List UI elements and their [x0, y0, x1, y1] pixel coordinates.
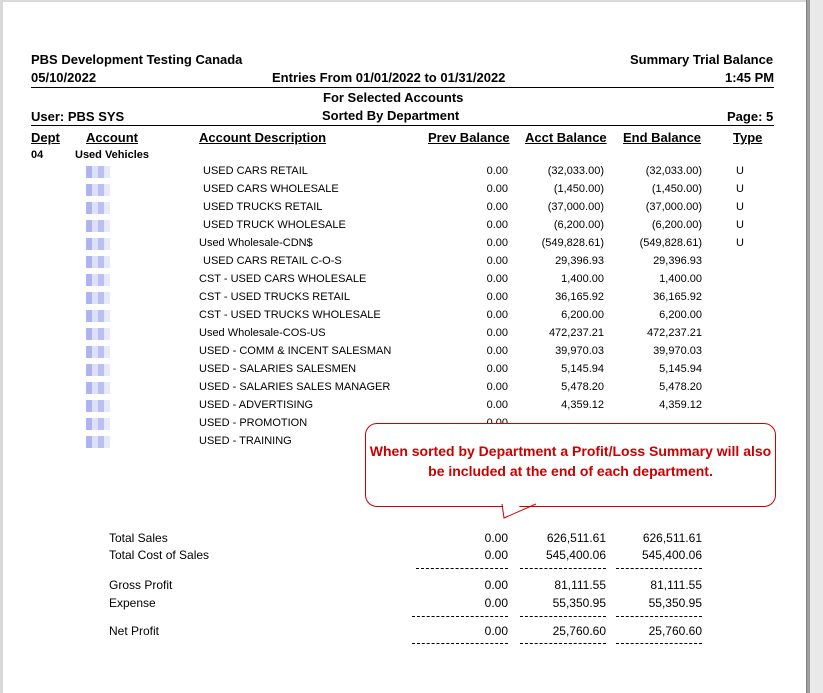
redacted-account-number [86, 418, 110, 430]
page-top-border [0, 0, 806, 2]
callout-pointer-icon [500, 494, 540, 520]
redacted-account-number [86, 220, 110, 232]
summary-net-profit-prev: 0.00 [484, 624, 508, 638]
summary-expense-prev: 0.00 [484, 596, 508, 610]
redacted-account-number [86, 346, 110, 358]
row-account-description: USED - TRAINING [199, 435, 292, 447]
company-name: PBS Development Testing Canada [31, 52, 243, 67]
row-prev-balance: 0.00 [486, 291, 508, 303]
row-acct-balance: (1,450.00) [553, 183, 604, 195]
summary-divider [520, 643, 606, 644]
column-header-prev-balance: Prev Balance [428, 130, 510, 145]
selection-label: For Selected Accounts [323, 90, 464, 105]
row-prev-balance: 0.00 [486, 201, 508, 213]
row-end-balance: 6,200.00 [659, 309, 702, 321]
row-end-balance: 29,396.93 [653, 255, 702, 267]
redacted-account-number [86, 382, 110, 394]
redacted-account-number [86, 436, 110, 448]
summary-net-profit-end: 25,760.60 [648, 624, 702, 638]
row-type: U [736, 165, 744, 177]
row-type: U [736, 219, 744, 231]
summary-net-profit-label: Net Profit [109, 624, 160, 638]
row-prev-balance: 0.00 [486, 345, 508, 357]
row-prev-balance: 0.00 [486, 183, 508, 195]
redacted-account-number [86, 328, 110, 340]
row-account-description: CST - USED TRUCKS RETAIL [199, 291, 350, 303]
row-account-description: USED - SALARIES SALES MANAGER [199, 381, 391, 393]
column-header-account: Account [86, 130, 138, 145]
row-prev-balance: 0.00 [486, 327, 508, 339]
row-end-balance: (32,033.00) [645, 165, 702, 177]
department-code: 04 [31, 149, 44, 161]
row-acct-balance: (32,033.00) [547, 165, 604, 177]
row-acct-balance: (37,000.00) [547, 201, 604, 213]
redacted-account-number [86, 400, 110, 412]
row-end-balance: (6,200.00) [651, 219, 702, 231]
row-acct-balance: 5,145.94 [561, 363, 604, 375]
scrollbar-track[interactable] [807, 0, 810, 693]
vertical-scrollbar[interactable] [806, 0, 823, 693]
row-end-balance: 4,359.12 [659, 399, 702, 411]
row-acct-balance: 39,970.03 [555, 345, 604, 357]
summary-total-cost-end: 545,400.06 [641, 548, 702, 562]
summary-divider [520, 616, 606, 617]
row-end-balance: 5,145.94 [659, 363, 702, 375]
redacted-account-number [86, 184, 110, 196]
row-prev-balance: 0.00 [486, 255, 508, 267]
redacted-account-number [86, 256, 110, 268]
column-header-end-balance: End Balance [623, 130, 702, 145]
summary-divider [616, 568, 702, 569]
report-title: Summary Trial Balance [630, 52, 774, 67]
summary-divider [616, 643, 702, 644]
callout-text: When sorted by Department a Profit/Loss Summary will also be included at the end of each department. [369, 443, 772, 479]
row-acct-balance: 1,400.00 [561, 273, 604, 285]
sort-label: Sorted By Department [322, 108, 460, 123]
column-header-dept: Dept [31, 130, 60, 145]
summary-divider [412, 643, 508, 644]
row-account-description: USED - COMM & INCENT SALESMAN [199, 345, 392, 357]
summary-divider [412, 616, 508, 617]
summary-gross-profit-label: Gross Profit [109, 578, 173, 592]
row-end-balance: 472,237.21 [646, 327, 702, 339]
column-header-type: Type [733, 130, 763, 145]
row-acct-balance: (6,200.00) [553, 219, 604, 231]
row-account-description: CST - USED TRUCKS WHOLESALE [199, 309, 381, 321]
redacted-account-number [86, 310, 110, 322]
summary-total-cost-label: Total Cost of Sales [109, 548, 210, 562]
summary-total-cost-prev: 0.00 [484, 548, 508, 562]
summary-total-cost-acct: 545,400.06 [545, 548, 606, 562]
summary-gross-profit-prev: 0.00 [484, 578, 508, 592]
column-header-description: Account Description [199, 130, 327, 145]
row-account-description: USED CARS WHOLESALE [203, 183, 339, 195]
summary-expense-acct: 55,350.95 [552, 596, 606, 610]
row-prev-balance: 0.00 [486, 219, 508, 231]
summary-total-sales-label: Total Sales [109, 531, 168, 545]
row-acct-balance: 36,165.92 [555, 291, 604, 303]
row-prev-balance: 0.00 [486, 165, 508, 177]
row-account-description: CST - USED CARS WHOLESALE [199, 273, 367, 285]
row-type: U [736, 201, 744, 213]
row-account-description: USED CARS RETAIL C-O-S [203, 255, 342, 267]
summary-divider [520, 568, 606, 569]
row-acct-balance: (549,828.61) [541, 237, 604, 249]
redacted-account-number [86, 238, 110, 250]
row-acct-balance: 29,396.93 [555, 255, 604, 267]
row-end-balance: 36,165.92 [653, 291, 702, 303]
redacted-account-number [86, 202, 110, 214]
row-prev-balance: 0.00 [486, 381, 508, 393]
row-prev-balance: 0.00 [486, 363, 508, 375]
row-account-description: USED - ADVERTISING [199, 399, 314, 411]
row-end-balance: (1,450.00) [651, 183, 702, 195]
summary-divider [616, 616, 702, 617]
row-account-description: Used Wholesale-CDN$ [199, 237, 313, 249]
row-account-description: USED - PROMOTION [199, 417, 308, 429]
summary-divider [416, 568, 508, 569]
row-account-description: USED TRUCK WHOLESALE [203, 219, 346, 231]
user-label: User: PBS SYS [31, 109, 125, 124]
row-end-balance: 5,478.20 [659, 381, 702, 393]
row-end-balance: (37,000.00) [645, 201, 702, 213]
header-rule [31, 87, 774, 88]
row-acct-balance: 5,478.20 [561, 381, 604, 393]
row-end-balance: (549,828.61) [639, 237, 702, 249]
header-rule-2 [31, 125, 774, 126]
redacted-account-number [86, 364, 110, 376]
redacted-account-number [86, 292, 110, 304]
row-acct-balance: 4,359.12 [561, 399, 604, 411]
summary-total-sales-acct: 626,511.61 [546, 531, 606, 545]
column-header-acct-balance: Acct Balance [525, 130, 607, 145]
summary-total-sales-prev: 0.00 [484, 531, 508, 545]
page-left-border [0, 0, 3, 693]
row-account-description: USED CARS RETAIL [203, 165, 308, 177]
row-prev-balance: 0.00 [486, 237, 508, 249]
page-number: Page: 5 [727, 109, 774, 124]
row-prev-balance: 0.00 [486, 273, 508, 285]
row-account-description: USED TRUCKS RETAIL [203, 201, 323, 213]
report-time: 1:45 PM [725, 70, 775, 85]
summary-expense-label: Expense [109, 596, 156, 610]
row-account-description: USED - SALARIES SALESMEN [199, 363, 357, 375]
row-acct-balance: 6,200.00 [561, 309, 604, 321]
redacted-account-number [86, 166, 110, 178]
row-prev-balance: 0.00 [486, 399, 508, 411]
row-type: U [736, 237, 744, 249]
summary-net-profit-acct: 25,760.60 [552, 624, 606, 638]
redacted-account-number [86, 274, 110, 286]
row-type: U [736, 183, 744, 195]
row-account-description: Used Wholesale-COS-US [199, 327, 326, 339]
row-acct-balance: 472,237.21 [548, 327, 604, 339]
row-prev-balance: 0.00 [486, 309, 508, 321]
summary-total-sales-end: 626,511.61 [642, 531, 702, 545]
department-name: Used Vehicles [75, 149, 149, 161]
row-end-balance: 1,400.00 [659, 273, 702, 285]
entries-range: Entries From 01/01/2022 to 01/31/2022 [272, 70, 506, 85]
summary-expense-end: 55,350.95 [648, 596, 702, 610]
summary-gross-profit-acct: 81,111.55 [554, 578, 606, 592]
summary-gross-profit-end: 81,111.55 [650, 578, 702, 592]
row-end-balance: 39,970.03 [653, 345, 702, 357]
report-date: 05/10/2022 [31, 70, 97, 85]
